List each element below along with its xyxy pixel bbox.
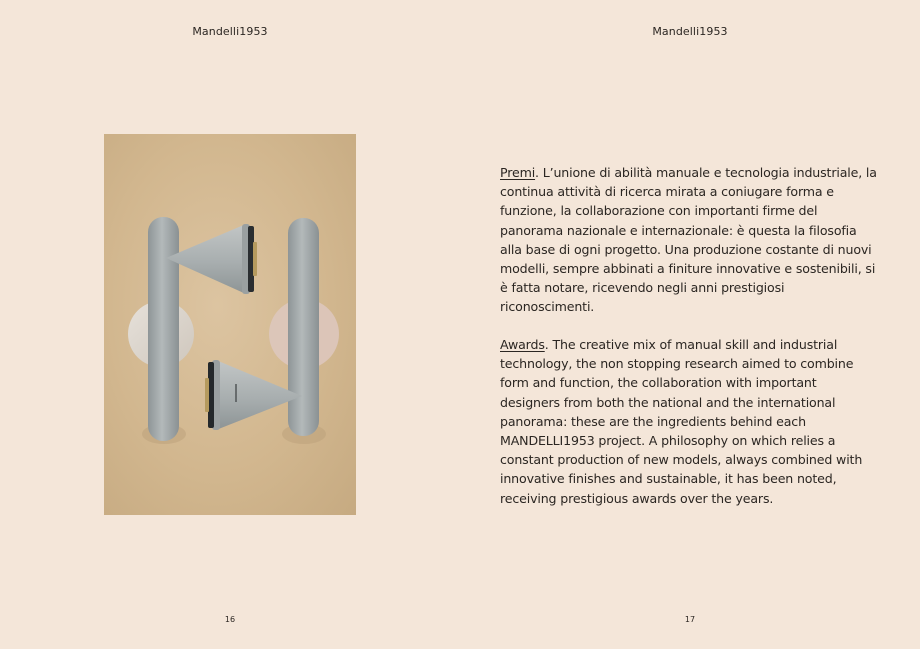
right-handle-bar bbox=[288, 218, 319, 436]
door-handles-illustration bbox=[104, 134, 356, 515]
upper-cone bbox=[166, 224, 257, 294]
left-handle-bar bbox=[148, 217, 179, 441]
running-head-right: Mandelli1953 bbox=[652, 25, 728, 38]
premi-heading: Premi bbox=[500, 165, 536, 180]
product-photo bbox=[104, 134, 356, 515]
page-number-right: 17 bbox=[684, 615, 696, 624]
awards-heading: Awards bbox=[500, 337, 545, 352]
premi-paragraph bbox=[500, 163, 880, 317]
running-head-left: Mandelli1953 bbox=[192, 25, 268, 38]
awards-paragraph bbox=[500, 335, 880, 508]
lower-cone bbox=[205, 360, 302, 430]
page-number-left: 16 bbox=[224, 615, 236, 624]
right-page bbox=[460, 0, 920, 649]
awards-body: . The creative mix of manual skill and industrial technology, the non stopping research aimed to combine form and function, the collaboration with important designers from both the national and the international panorama: these are the ingredients behind each MANDELLI1953 project. A philosophy on which relies a constant production of new models, always combined with innovative finishes and sustainable, it has been noted, receiving prestigious awards over the years. bbox=[500, 337, 863, 506]
premi-body: . L’unione di abilità manuale e tecnologia industriale, la continua attività di ricerca mirata a coniugare forma e funzione, la collaborazione con importanti firme del panorama nazionale e internazionale: è questa la filosofia alla base di ogni progetto. Una produzione costante di nuovi modelli, sempre abbinati a finiture innovative e sostenibili, si è fatta notare, ricevendo negli anni prestigiosi riconoscimenti. bbox=[500, 165, 877, 315]
